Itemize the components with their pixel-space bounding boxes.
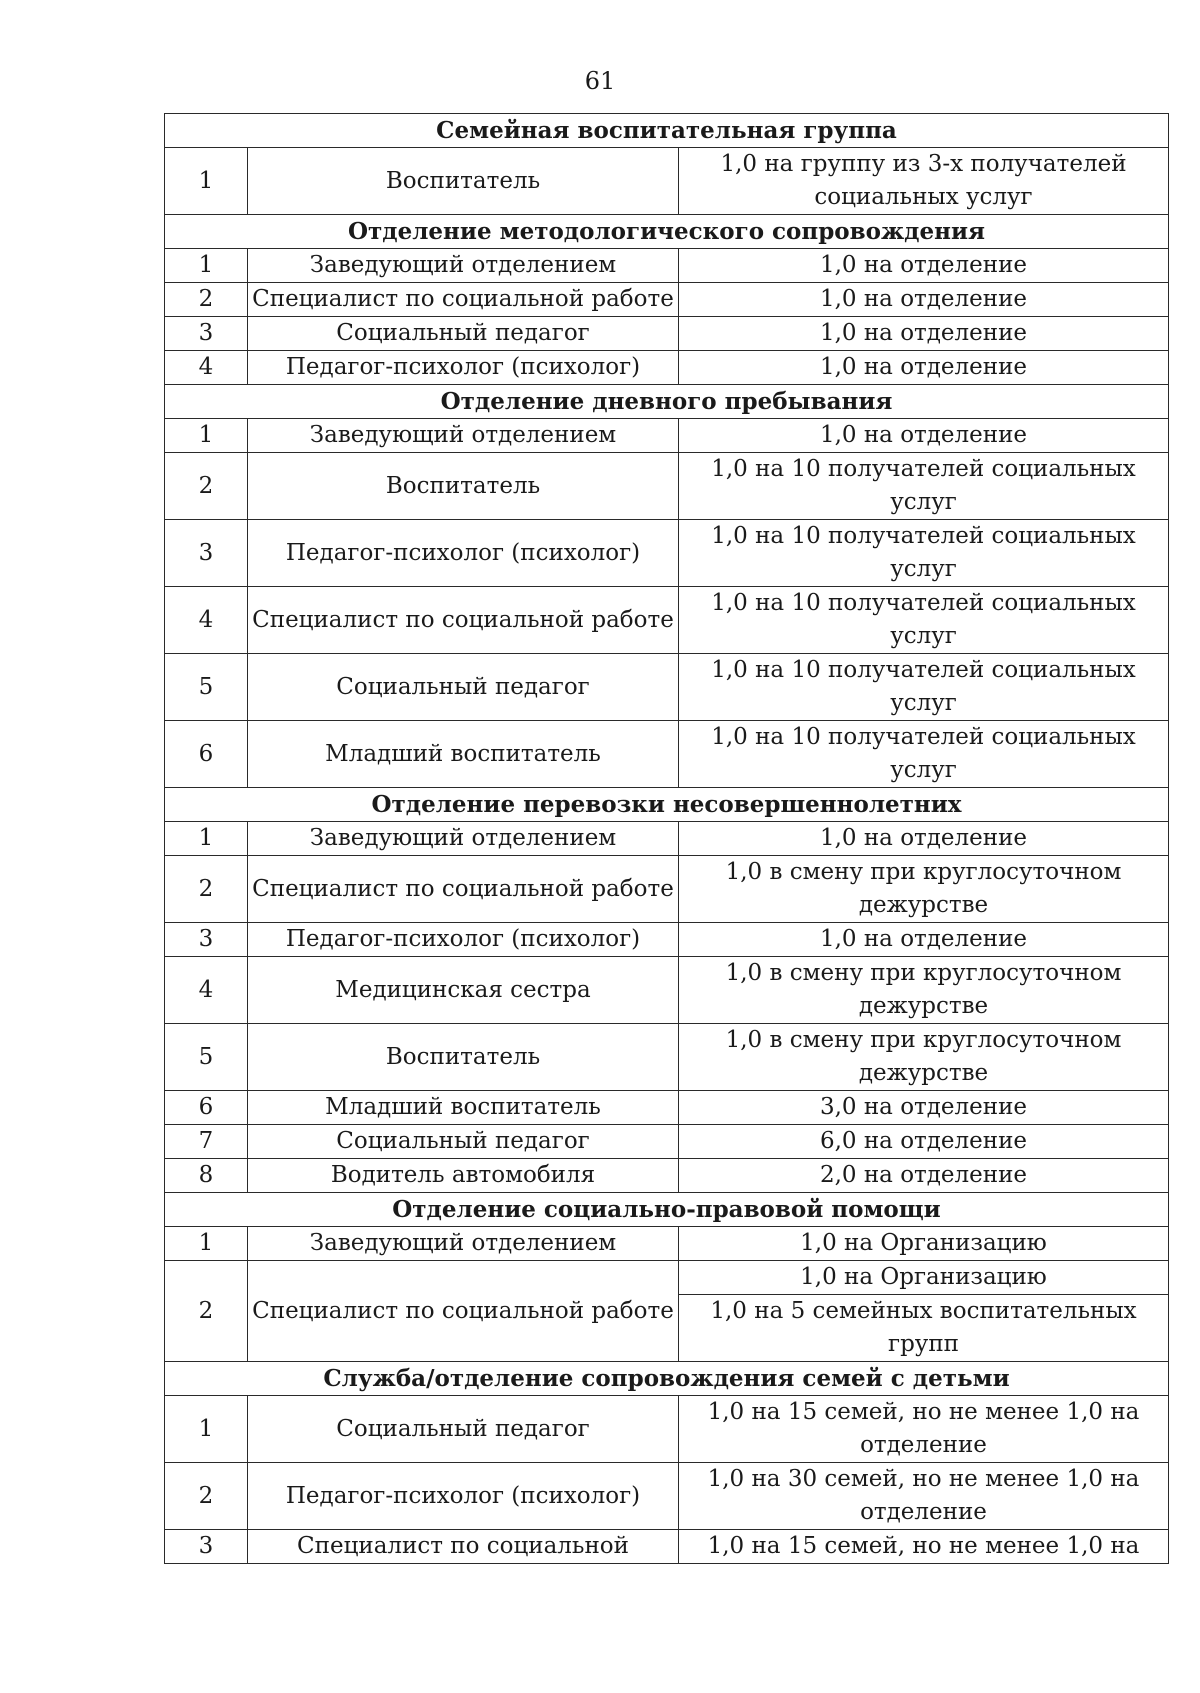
table-row xyxy=(165,1091,1169,1125)
section-header-row xyxy=(165,114,1169,148)
staffing-norm: 3,0 на отделение xyxy=(679,1091,1169,1125)
position-name: Специалист по социальной работе xyxy=(248,587,679,654)
table-row xyxy=(165,1227,1169,1261)
row-number: 4 xyxy=(165,587,248,654)
staffing-norm: 1,0 на отделение xyxy=(679,249,1169,283)
staffing-norm: 1,0 на отделение xyxy=(679,822,1169,856)
staffing-norm: 2,0 на отделение xyxy=(679,1159,1169,1193)
table-row xyxy=(165,520,1169,587)
section-title: Отделение социально-правовой помощи xyxy=(165,1193,1169,1227)
table-row xyxy=(165,419,1169,453)
section-title: Отделение перевозки несовершеннолетних xyxy=(165,788,1169,822)
position-name: Заведующий отделением xyxy=(248,249,679,283)
staffing-norm: 1,0 на 15 семей, но не менее 1,0 на xyxy=(679,1530,1169,1564)
position-name: Специалист по социальной работе xyxy=(248,283,679,317)
row-number: 2 xyxy=(165,1261,248,1362)
section-title: Семейная воспитательная группа xyxy=(165,114,1169,148)
table-row xyxy=(165,249,1169,283)
table-row xyxy=(165,317,1169,351)
row-number: 4 xyxy=(165,957,248,1024)
staffing-norm: 1,0 на отделение xyxy=(679,923,1169,957)
section-title: Служба/отделение сопровождения семей с детьми xyxy=(165,1362,1169,1396)
staffing-norm: 1,0 на 10 получателей социальных услуг xyxy=(679,587,1169,654)
section-header-row xyxy=(165,385,1169,419)
table-row xyxy=(165,1261,1169,1295)
row-number: 2 xyxy=(165,283,248,317)
staffing-norm: 1,0 на отделение xyxy=(679,283,1169,317)
table-row xyxy=(165,283,1169,317)
position-name: Специалист по социальной xyxy=(248,1530,679,1564)
staffing-norm: 1,0 на 10 получателей социальных услуг xyxy=(679,520,1169,587)
position-name: Социальный педагог xyxy=(248,1396,679,1463)
position-name: Социальный педагог xyxy=(248,654,679,721)
table-row xyxy=(165,148,1169,215)
position-name: Социальный педагог xyxy=(248,317,679,351)
staffing-norm: 1,0 в смену при круглосуточном дежурстве xyxy=(679,957,1169,1024)
row-number: 3 xyxy=(165,1530,248,1564)
row-number: 2 xyxy=(165,453,248,520)
section-header-row xyxy=(165,215,1169,249)
table-row xyxy=(165,822,1169,856)
position-name: Педагог-психолог (психолог) xyxy=(248,923,679,957)
staffing-norm: 1,0 на 15 семей, но не менее 1,0 на отделение xyxy=(679,1396,1169,1463)
table-row xyxy=(165,654,1169,721)
staffing-norm: 1,0 на Организацию xyxy=(679,1227,1169,1261)
table-row xyxy=(165,351,1169,385)
position-name: Младший воспитатель xyxy=(248,721,679,788)
table-row xyxy=(165,856,1169,923)
position-name: Специалист по социальной работе xyxy=(248,1261,679,1362)
staffing-norm: 1,0 в смену при круглосуточном дежурстве xyxy=(679,1024,1169,1091)
table-row xyxy=(165,923,1169,957)
position-name: Медицинская сестра xyxy=(248,957,679,1024)
section-header-row xyxy=(165,788,1169,822)
staffing-norm: 1,0 на 30 семей, но не менее 1,0 на отделение xyxy=(679,1463,1169,1530)
row-number: 1 xyxy=(165,1396,248,1463)
position-name: Заведующий отделением xyxy=(248,419,679,453)
row-number: 5 xyxy=(165,654,248,721)
table-row xyxy=(165,1024,1169,1091)
staffing-table-body xyxy=(165,114,1169,1564)
position-name: Специалист по социальной работе xyxy=(248,856,679,923)
position-name: Заведующий отделением xyxy=(248,1227,679,1261)
row-number: 3 xyxy=(165,520,248,587)
row-number: 6 xyxy=(165,1091,248,1125)
position-name: Педагог-психолог (психолог) xyxy=(248,520,679,587)
row-number: 3 xyxy=(165,317,248,351)
page-number: 61 xyxy=(584,67,616,95)
position-name: Заведующий отделением xyxy=(248,822,679,856)
staffing-norm: 1,0 на 10 получателей социальных услуг xyxy=(679,721,1169,788)
row-number: 1 xyxy=(165,419,248,453)
staffing-norm: 1,0 на отделение xyxy=(679,419,1169,453)
table-row xyxy=(165,1396,1169,1463)
section-header-row xyxy=(165,1362,1169,1396)
row-number: 2 xyxy=(165,1463,248,1530)
position-name: Воспитатель xyxy=(248,148,679,215)
section-header-row xyxy=(165,1193,1169,1227)
row-number: 3 xyxy=(165,923,248,957)
table-row xyxy=(165,1530,1169,1564)
row-number: 1 xyxy=(165,1227,248,1261)
row-number: 8 xyxy=(165,1159,248,1193)
staffing-norm: 1,0 в смену при круглосуточном дежурстве xyxy=(679,856,1169,923)
staffing-norm: 1,0 на 10 получателей социальных услуг xyxy=(679,654,1169,721)
section-title: Отделение дневного пребывания xyxy=(165,385,1169,419)
table-row xyxy=(165,453,1169,520)
table-row xyxy=(165,957,1169,1024)
table-row xyxy=(165,1159,1169,1193)
row-number: 6 xyxy=(165,721,248,788)
staffing-table xyxy=(164,113,1169,1564)
staffing-norm: 1,0 на Организацию xyxy=(679,1261,1169,1295)
row-number: 2 xyxy=(165,856,248,923)
row-number: 1 xyxy=(165,148,248,215)
staffing-norm: 1,0 на отделение xyxy=(679,351,1169,385)
row-number: 1 xyxy=(165,822,248,856)
position-name: Водитель автомобиля xyxy=(248,1159,679,1193)
row-number: 4 xyxy=(165,351,248,385)
staffing-norm: 1,0 на 5 семейных воспитательных групп xyxy=(679,1295,1169,1362)
staffing-norm: 1,0 на 10 получателей социальных услуг xyxy=(679,453,1169,520)
position-name: Младший воспитатель xyxy=(248,1091,679,1125)
row-number: 5 xyxy=(165,1024,248,1091)
staffing-norm: 1,0 на отделение xyxy=(679,317,1169,351)
table-row xyxy=(165,721,1169,788)
position-name: Воспитатель xyxy=(248,453,679,520)
table-row xyxy=(165,587,1169,654)
row-number: 7 xyxy=(165,1125,248,1159)
row-number: 1 xyxy=(165,249,248,283)
position-name: Воспитатель xyxy=(248,1024,679,1091)
section-title: Отделение методологического сопровождения xyxy=(165,215,1169,249)
position-name: Педагог-психолог (психолог) xyxy=(248,351,679,385)
position-name: Социальный педагог xyxy=(248,1125,679,1159)
staffing-norm: 6,0 на отделение xyxy=(679,1125,1169,1159)
table-row xyxy=(165,1463,1169,1530)
staffing-norm: 1,0 на группу из 3-х получателей социальных услуг xyxy=(679,148,1169,215)
position-name: Педагог-психолог (психолог) xyxy=(248,1463,679,1530)
table-row xyxy=(165,1125,1169,1159)
